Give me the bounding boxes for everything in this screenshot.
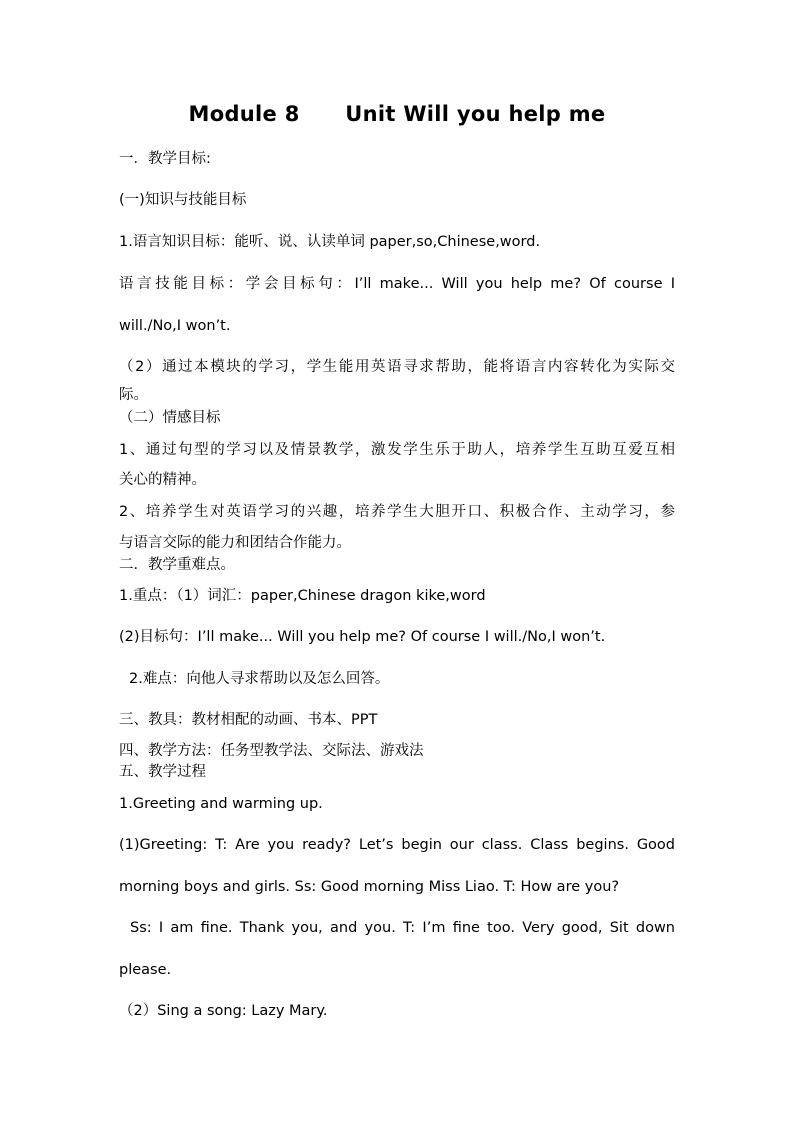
paragraph-line: will./No,I won’t. bbox=[119, 318, 231, 334]
section-heading-5: 五、教学过程 bbox=[119, 764, 206, 780]
paragraph-line: 1.语言知识目标：能听、说、认读单词 paper,so,Chinese,word. bbox=[119, 234, 541, 250]
paragraph-line: 1.重点：（1）词汇：paper,Chinese dragon kike,word bbox=[119, 588, 486, 604]
paragraph-line: Ss: I am fine. Thank you, and you. T: I’m fine too. Very good, Sit down bbox=[130, 920, 675, 936]
section-heading-1: 一．教学目标: bbox=[119, 151, 211, 167]
paragraph-line: 与语言交际的能力和团结合作能力。 bbox=[119, 535, 351, 551]
section-heading-2: 二．教学重难点。 bbox=[119, 557, 235, 573]
page-title: Module 8 Unit Will you help me bbox=[188, 102, 606, 126]
paragraph-line: 2.难点：向他人寻求帮助以及怎么回答。 bbox=[129, 671, 390, 687]
paragraph-line: （2）通过本模块的学习，学生能用英语寻求帮助，能将语言内容转化为实际交 bbox=[119, 359, 675, 375]
paragraph-line: 2、培养学生对英语学习的兴趣，培养学生大胆开口、积极合作、主动学习，参 bbox=[119, 504, 675, 520]
section-heading-4: 四、教学方法：任务型教学法、交际法、游戏法 bbox=[119, 743, 424, 759]
paragraph-line: 际。 bbox=[119, 387, 148, 403]
paragraph-line: 1、通过句型的学习以及情景教学，激发学生乐于助人，培养学生互助互爱互相 bbox=[119, 442, 675, 458]
paragraph-line: please. bbox=[119, 962, 172, 978]
paragraph-line: (2)目标句：I’ll make... Will you help me? Of course I will./No,I won’t. bbox=[119, 629, 606, 645]
paragraph-line: 语言技能目标：学会目标句：I’ll make... Will you help me? Of course I bbox=[119, 276, 675, 292]
paragraph-line: 1.Greeting and warming up. bbox=[119, 796, 323, 812]
section-heading-3: 三、教具：教材相配的动画、书本、PPT bbox=[119, 712, 378, 728]
subsection-heading: (一)知识与技能目标 bbox=[119, 192, 247, 208]
paragraph-line: 关心的精神。 bbox=[119, 472, 206, 488]
paragraph-line: morning boys and girls. Ss: Good morning Miss Liao. T: How are you? bbox=[119, 879, 620, 895]
paragraph-line: （2）Sing a song: Lazy Mary. bbox=[119, 1003, 328, 1019]
subsection-heading: （二）情感目标 bbox=[119, 410, 221, 426]
paragraph-line: (1)Greeting: T: Are you ready? Let’s begin our class. Class begins. Good bbox=[119, 837, 675, 853]
